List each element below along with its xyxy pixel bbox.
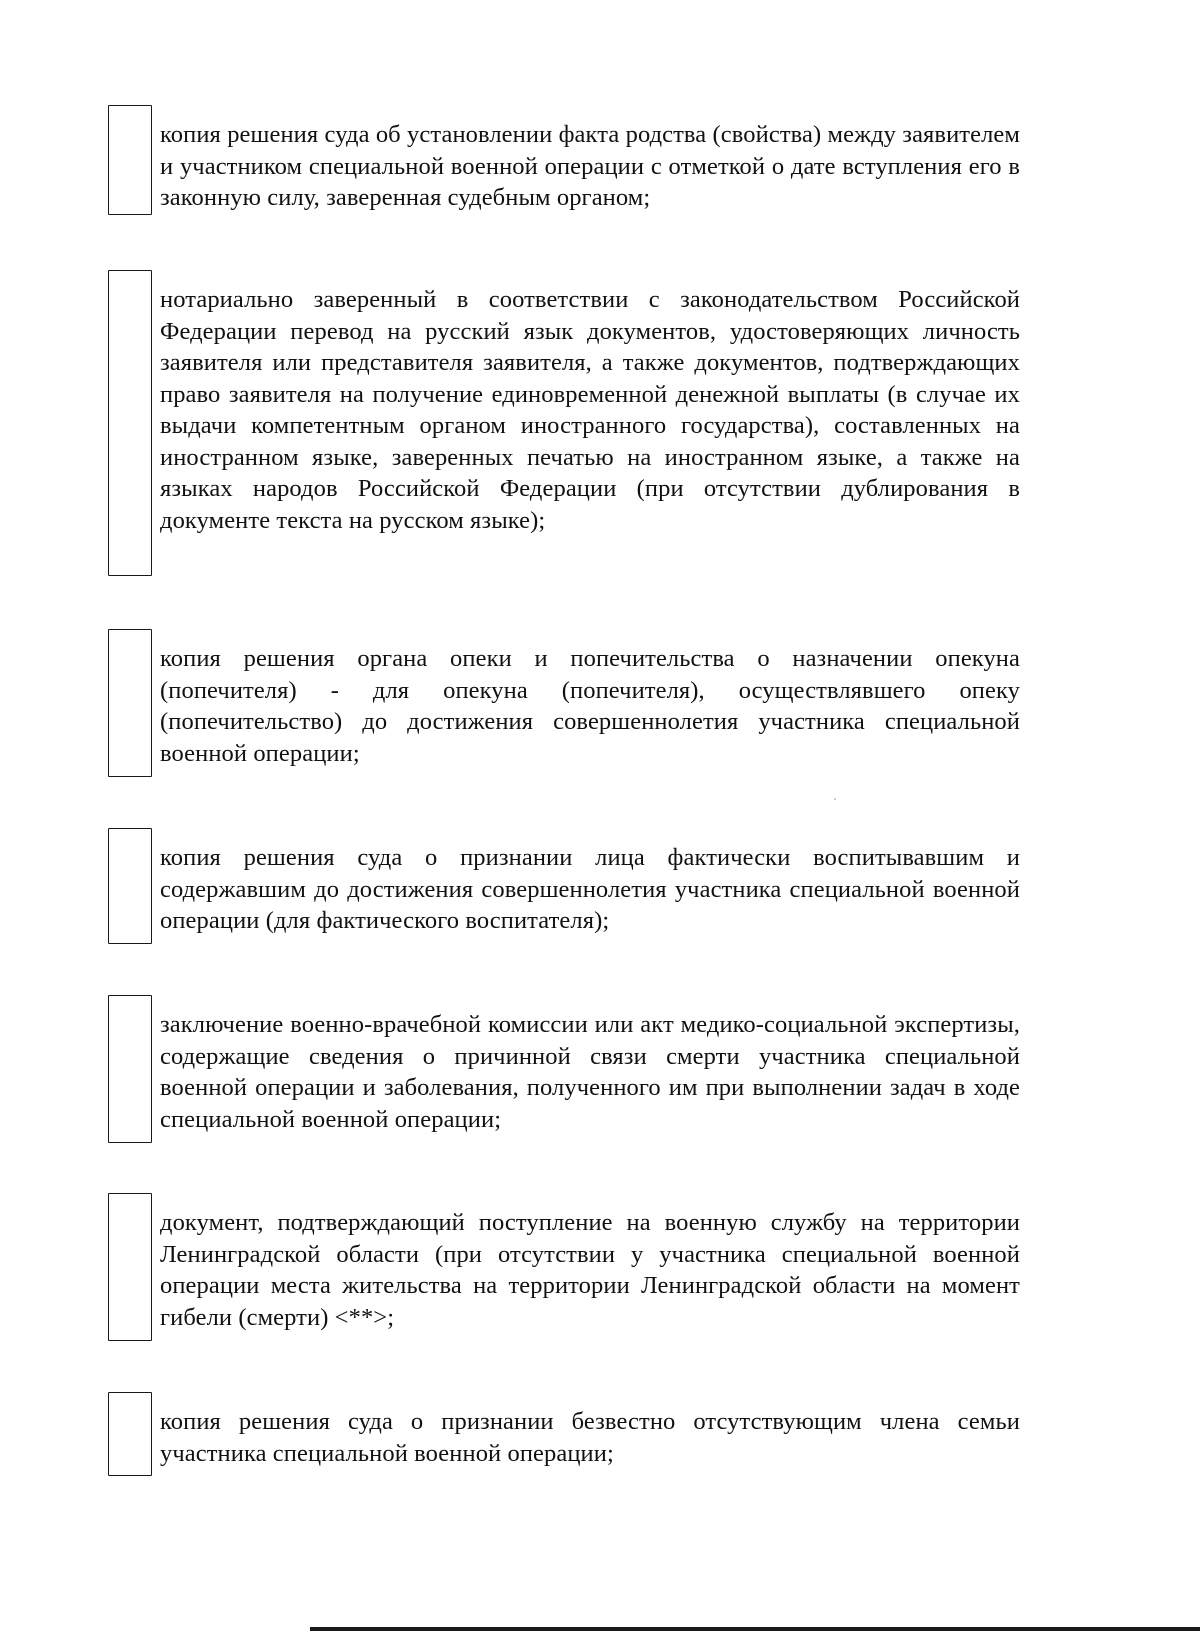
checkbox[interactable] [108, 828, 152, 944]
item-text: нотариально заверенный в соответствии с законодательством Российской Федерации перевод на русский язык документов, удостоверяющих личность заявителя или представителя заявителя, а также документов, подтверждающих право заявителя на получение единовременной денежной выплаты (в случае их выдачи компетентным органом иностранного государства), составленных на иностранном языке, заверенных печатью на иностранном языке, а также на языках народов Российской Федерации (при отсутствии дублирования в документе текста на русском языке); [160, 286, 1020, 534]
checkbox[interactable] [108, 995, 152, 1143]
item-text: копия решения органа опеки и попечительства о назначении опекуна (попечителя) - для опекуна (попечителя), осуществлявшего опеку (попечительство) до достижения совершеннолетия участника специальной военной операции; [160, 645, 1020, 767]
item-text: копия решения суда об установлении факта родства (свойства) между заявителем и участником специальной военной операции с отметкой о дате вступления его в законную силу, заверенная судебным органом; [160, 121, 1020, 211]
checkbox[interactable] [108, 270, 152, 576]
checkbox[interactable] [108, 629, 152, 777]
item-text: копия решения суда о признании лица фактически воспитывавшим и содержавшим до достижения совершеннолетия участника специальной военной операции (для фактического воспитателя); [160, 844, 1020, 934]
checkbox[interactable] [108, 1193, 152, 1341]
item-text: документ, подтверждающий поступление на военную службу на территории Ленинградской области (при отсутствии у участника специальной военной операции места жительства на территории Ленинградской области на момент гибели (смерти) <**>; [160, 1209, 1020, 1331]
scan-speck [834, 798, 836, 800]
bottom-rule [310, 1627, 1200, 1631]
checkbox[interactable] [108, 1392, 152, 1476]
item-text: копия решения суда о признании безвестно отсутствующим члена семьи участника специальной военной операции; [160, 1408, 1020, 1467]
checkbox[interactable] [108, 105, 152, 215]
item-text: заключение военно-врачебной комиссии или акт медико-социальной экспертизы, содержащие сведения о причинной связи смерти участника специальной военной операции и заболевания, полученного им при выполнении задач в ходе специальной военной операции; [160, 1011, 1020, 1133]
